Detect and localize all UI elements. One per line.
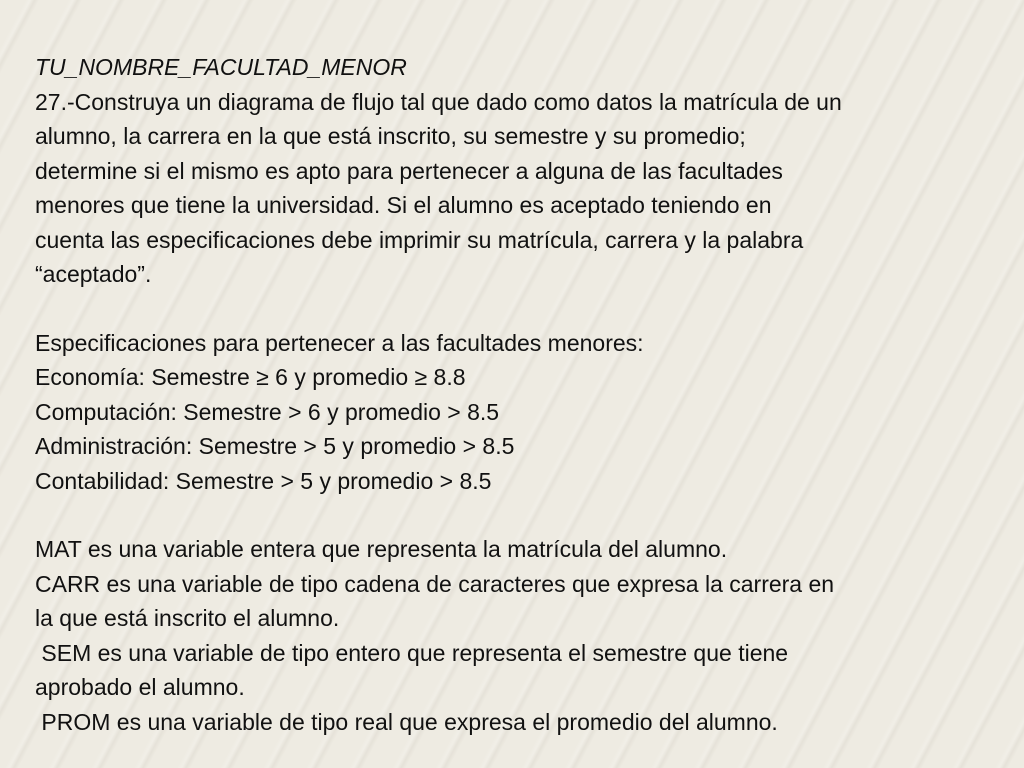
- specifications: [35, 326, 995, 499]
- spec-item-administracion: Administración: Semestre > 5 y promedio > 8.5: [35, 433, 515, 459]
- problem-statement: [35, 85, 995, 292]
- variable-line: MAT es una variable entera que representa la matrícula del alumno.: [35, 536, 728, 562]
- variable-line: CARR es una variable de tipo cadena de caracteres que expresa la carrera en: [35, 570, 835, 597]
- variable-line: la que está inscrito el alumno.: [35, 605, 340, 631]
- problem-line: determine si el mismo es apto para pertenecer a alguna de las facultades: [35, 157, 783, 184]
- slide-title: TU_NOMBRE_FACULTAD_MENOR: [35, 54, 407, 80]
- problem-line: menores que tiene la universidad. Si el alumno es aceptado teniendo en: [35, 192, 772, 218]
- problem-line: alumno, la carrera en la que está inscrito, su semestre y su promedio;: [35, 123, 746, 149]
- variable-line: SEM es una variable de tipo entero que representa el semestre que tiene: [35, 639, 789, 666]
- variable-definitions: [35, 532, 995, 739]
- spacer: [35, 292, 995, 326]
- problem-line: “aceptado”.: [35, 261, 152, 287]
- spec-item-computacion: Computación: Semestre > 6 y promedio > 8.5: [35, 398, 500, 425]
- slide-content: [35, 50, 995, 739]
- problem-line: cuenta las especificaciones debe imprimir su matrícula, carrera y la palabra: [35, 226, 804, 253]
- variable-line: aprobado el alumno.: [35, 674, 245, 700]
- spec-heading: Especificaciones para pertenecer a las facultades menores:: [35, 329, 644, 356]
- variable-line: PROM es una variable de tipo real que expresa el promedio del alumno.: [35, 708, 778, 735]
- spacer: [35, 498, 995, 532]
- spec-item-economia: Economía: Semestre ≥ 6 y promedio ≥ 8.8: [35, 364, 466, 390]
- problem-line: 27.-Construya un diagrama de flujo tal que dado como datos la matrícula de un: [35, 88, 842, 115]
- spec-item-contabilidad: Contabilidad: Semestre > 5 y promedio > 8.5: [35, 467, 492, 494]
